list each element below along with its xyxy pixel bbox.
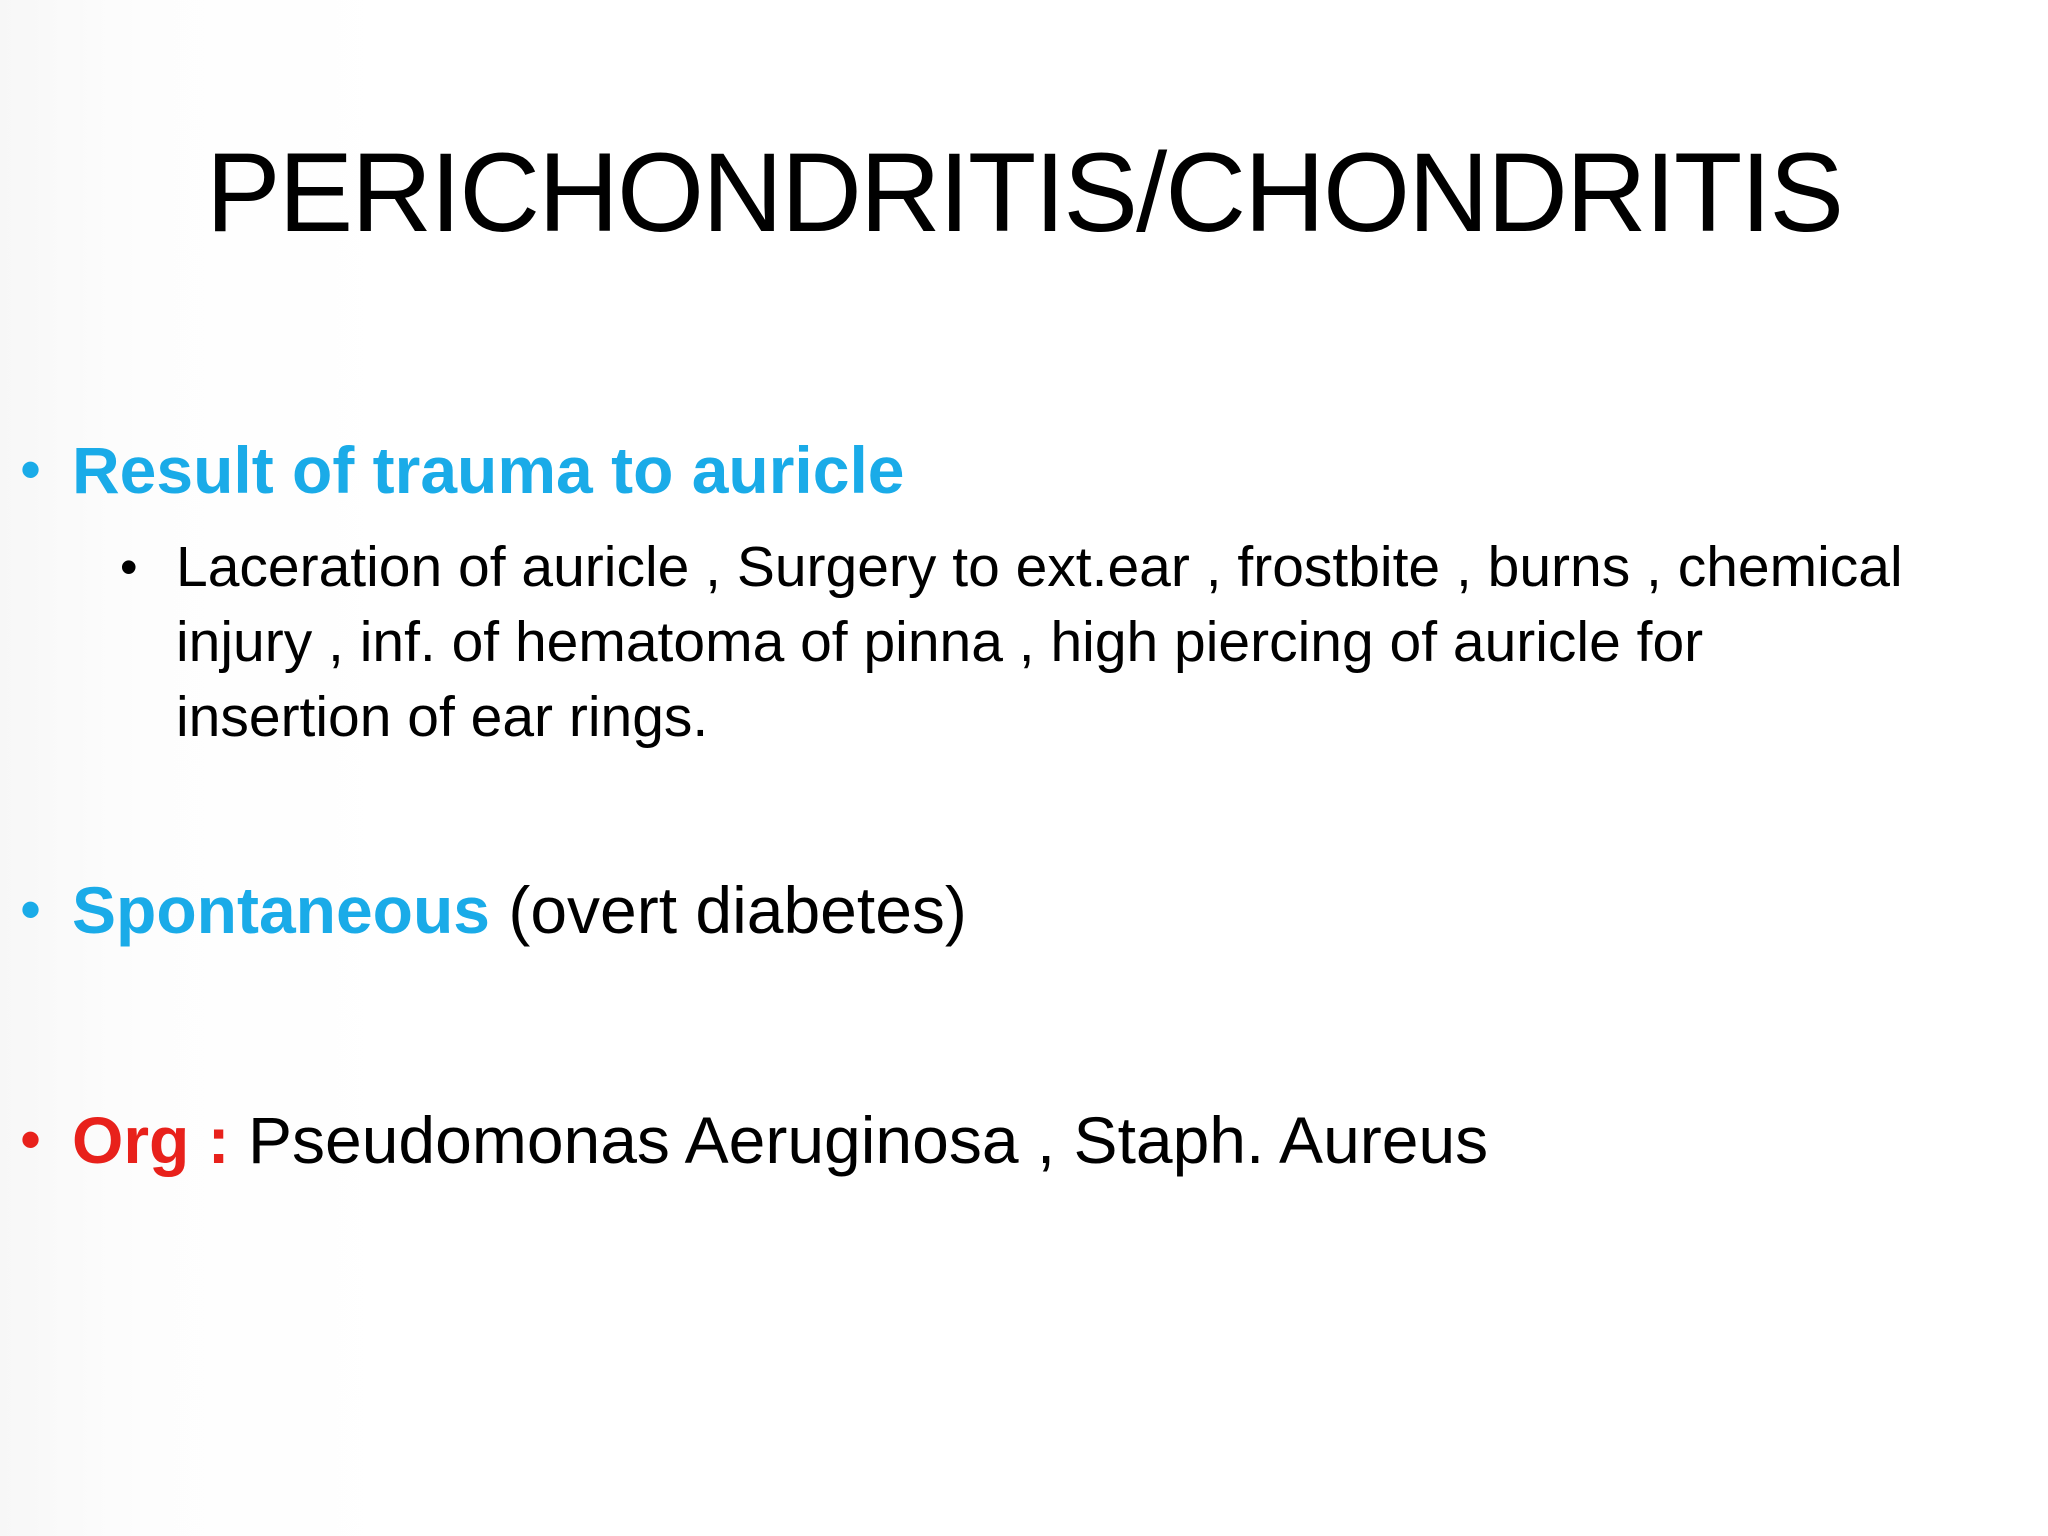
bullet-trauma	[20, 430, 905, 510]
bullet-lead-spontaneous: Spontaneous	[72, 873, 491, 947]
bullet-organism	[20, 1100, 1488, 1180]
sub-bullet-marker: •	[120, 539, 138, 595]
bullet-rest-spontaneous: (overt diabetes)	[490, 873, 967, 947]
bullet-marker: •	[20, 1106, 42, 1173]
slide-title: PERICHONDRITIS/CHONDRITIS	[205, 130, 1843, 255]
bullet-spontaneous	[20, 870, 967, 950]
bullet-lead-organism: Org :	[72, 1103, 230, 1177]
bullet-rest-organism: Pseudomonas Aeruginosa , Staph. Aureus	[229, 1103, 1489, 1177]
bullet-marker: •	[20, 436, 42, 503]
bullet-lead-trauma: Result of trauma to auricle	[72, 433, 905, 507]
sub-bullet-text: Laceration of auricle , Surgery to ext.ear , frostbite , burns , chemical injury , inf. of hematoma of pinna , high piercing of auricle for insertion of ear rings.	[176, 535, 1903, 749]
sub-bullet-causes	[120, 530, 1940, 755]
bullet-marker: •	[20, 876, 42, 943]
